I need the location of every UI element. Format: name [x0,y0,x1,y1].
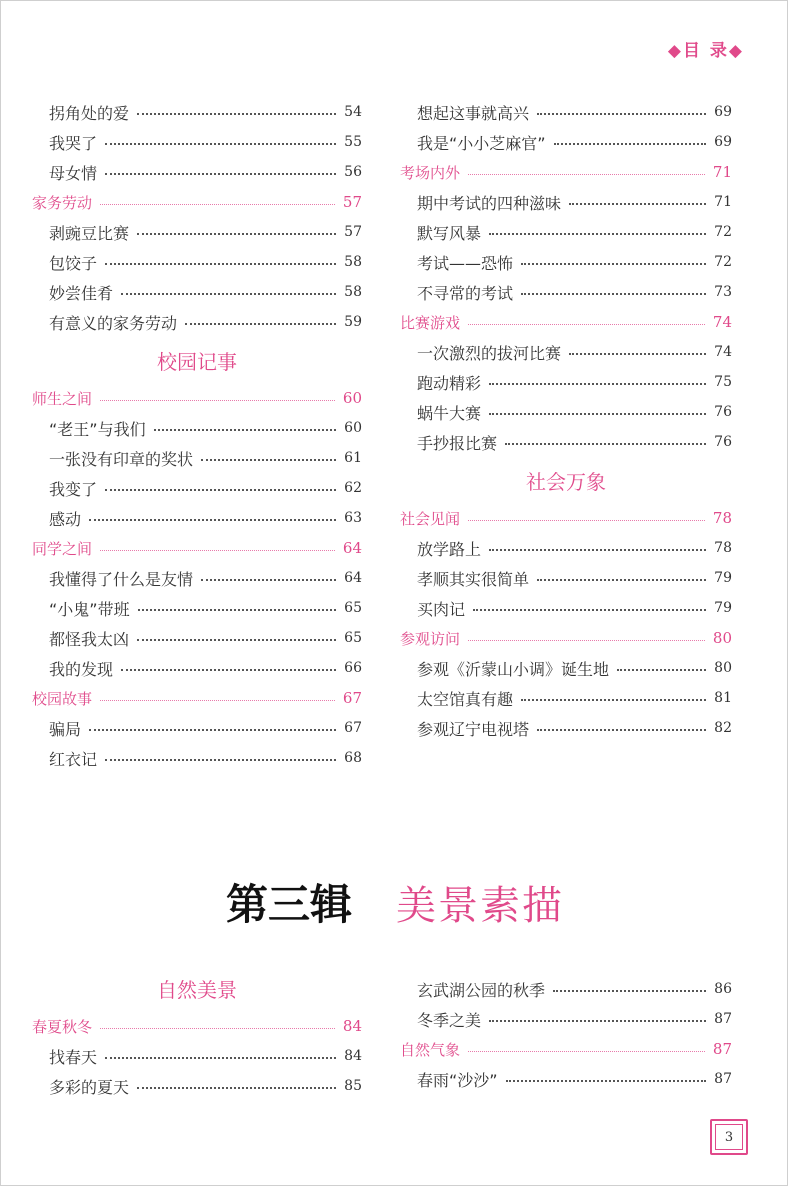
dot-leader [100,1028,335,1029]
entry-page: 68 [344,750,362,766]
toc-entry [32,593,362,623]
entry-title: 买肉记 [417,599,466,619]
entry-title: 比赛游戏 [400,313,461,332]
toc-list [32,965,362,1101]
entry-title: 红衣记 [49,749,98,769]
toc-subheading [400,157,732,187]
dot-leader [537,579,706,581]
entry-page: 78 [714,540,732,556]
entry-title: 感动 [49,509,82,529]
dot-leader [89,519,336,521]
toc-entry [32,413,362,443]
toc-entry [400,427,732,457]
dot-leader [138,609,336,611]
dot-leader [89,729,336,731]
entry-page: 63 [344,510,362,526]
entry-title: 春夏秋冬 [32,1017,93,1036]
dot-leader [489,233,706,235]
toc-subheading [32,1011,362,1041]
entry-title: 不寻常的考试 [417,283,514,303]
dot-leader [521,293,706,295]
entry-title: 我懂得了什么是友情 [49,569,194,589]
toc-entry [32,97,362,127]
dot-leader [105,489,336,491]
entry-page: 79 [714,570,732,586]
toc-subheading [32,533,362,563]
entry-title: 春雨“沙沙” [417,1070,498,1090]
entry-page: 76 [714,404,732,420]
entry-title: 我变了 [49,479,98,499]
toc-entry [32,1041,362,1071]
toc-entry [32,503,362,533]
entry-title: 多彩的夏天 [49,1077,130,1097]
entry-page: 76 [714,434,732,450]
toc-entry [400,367,732,397]
entry-page: 56 [344,164,362,180]
entry-page: 84 [342,1017,362,1035]
dot-leader [105,1057,336,1059]
dot-leader [617,669,706,671]
toc-entry [400,713,732,743]
toc-subheading [400,623,732,653]
entry-page: 81 [714,690,732,706]
entry-page: 87 [714,1071,732,1087]
toc-subheading [400,1034,732,1064]
entry-title: 考试——恐怖 [417,253,514,273]
entry-title: 我是“小小芝麻官” [417,133,546,153]
toc-left-top [32,97,362,773]
entry-page: 84 [344,1048,362,1064]
entry-page: 64 [344,570,362,586]
part-name: 美景素描 [396,883,564,929]
dot-leader [489,383,706,385]
dot-leader [489,413,706,415]
toc-entry [400,653,732,683]
dot-leader [105,263,336,265]
dot-leader [100,550,335,551]
toc-subheading [32,383,362,413]
entry-page: 62 [344,480,362,496]
toc-entry [32,307,362,337]
dot-leader [521,699,706,701]
part-title [0,872,790,932]
toc-entry [32,157,362,187]
entry-title: 孝顺其实很简单 [417,569,530,589]
entry-title: 参观访问 [400,629,461,648]
dot-leader [554,143,706,145]
entry-page: 60 [342,389,362,407]
entry-page: 79 [714,600,732,616]
dot-leader [105,759,336,761]
entry-page: 87 [712,1040,732,1058]
toc-entry [32,217,362,247]
entry-page: 82 [714,720,732,736]
entry-title: 社会见闻 [400,509,461,528]
entry-page: 71 [712,163,732,181]
entry-page: 85 [344,1078,362,1094]
entry-page: 69 [714,134,732,150]
toc-right-bottom [400,974,732,1094]
entry-title: 蜗牛大赛 [417,403,482,423]
entry-title: 骗局 [49,719,82,739]
entry-page: 66 [344,660,362,676]
entry-page: 55 [344,134,362,150]
entry-page: 57 [342,193,362,211]
toc-entry [400,563,732,593]
entry-page: 59 [344,314,362,330]
entry-page: 72 [714,224,732,240]
dot-leader [100,204,335,205]
dot-leader [137,233,336,235]
toc-left-bottom [32,965,362,1101]
toc-entry [400,683,732,713]
entry-page: 87 [714,1011,732,1027]
toc-entry [400,187,732,217]
dot-leader [201,579,336,581]
section-heading: 自然美景 [157,977,237,1002]
dot-leader [553,990,706,992]
entry-page: 75 [714,374,732,390]
entry-title: 默写风暴 [417,223,482,243]
entry-page: 72 [714,254,732,270]
entry-page: 78 [712,509,732,527]
dot-leader [201,459,336,461]
entry-title: 自然气象 [400,1040,461,1059]
entry-title: 参观辽宁电视塔 [417,719,530,739]
entry-page: 71 [714,194,732,210]
toc-entry [400,277,732,307]
dot-leader [137,113,336,115]
entry-title: 参观《沂蒙山小调》诞生地 [417,659,610,679]
toc-entry [32,713,362,743]
dot-leader [468,174,705,175]
toc-entry [400,337,732,367]
entry-page: 57 [344,224,362,240]
entry-title: 冬季之美 [417,1010,482,1030]
entry-title: 我的发现 [49,659,114,679]
entry-title: 考场内外 [400,163,461,182]
toc-entry [400,247,732,277]
entry-page: 58 [344,284,362,300]
entry-page: 80 [712,629,732,647]
section-heading: 社会万象 [526,469,606,494]
toc-entry [400,97,732,127]
dot-leader [100,400,335,401]
entry-title: 校园故事 [32,689,93,708]
page-number: 3 [715,1124,743,1150]
dot-leader [569,203,706,205]
entry-page: 58 [344,254,362,270]
entry-page: 80 [714,660,732,676]
entry-page: 65 [344,600,362,616]
dot-leader [121,669,336,671]
toc-entry [400,397,732,427]
dot-leader [105,143,336,145]
entry-page: 54 [344,104,362,120]
toc-right-top [400,97,732,743]
dot-leader [537,729,706,731]
entry-page: 74 [714,344,732,360]
entry-title: 想起这事就高兴 [417,103,530,123]
entry-title: 包饺子 [49,253,98,273]
entry-title: 同学之间 [32,539,93,558]
entry-title: 家务劳动 [32,193,93,212]
entry-page: 67 [344,720,362,736]
toc-list [32,97,362,773]
entry-title: 期中考试的四种滋味 [417,193,562,213]
entry-title: 跑动精彩 [417,373,482,393]
entry-title: 一次激烈的拔河比赛 [417,343,562,363]
toc-entry [32,563,362,593]
dot-leader [569,353,706,355]
entry-page: 67 [342,689,362,707]
toc-entry [400,974,732,1004]
dot-leader [137,639,336,641]
toc-entry [400,217,732,247]
entry-title: 妙尝佳肴 [49,283,114,303]
part-number: 第三辑 [225,880,352,929]
entry-title: 师生之间 [32,389,93,408]
entry-title: 拐角处的爱 [49,103,130,123]
entry-title: 找春天 [49,1047,98,1067]
toc-subheading [32,187,362,217]
entry-page: 86 [714,981,732,997]
toc-entry [400,593,732,623]
dot-leader [468,640,705,641]
entry-title: 我哭了 [49,133,98,153]
entry-page: 65 [344,630,362,646]
dot-leader [489,1020,706,1022]
dot-leader [489,549,706,551]
toc-entry [32,623,362,653]
dot-leader [100,700,335,701]
dot-leader [521,263,706,265]
dot-leader [506,1080,706,1082]
dot-leader [505,443,706,445]
toc-entry [32,1071,362,1101]
dot-leader [537,113,706,115]
toc-entry [400,1004,732,1034]
entry-title: 一张没有印章的奖状 [49,449,194,469]
entry-title: 剥豌豆比赛 [49,223,130,243]
section-heading: 校园记事 [157,349,237,374]
entry-page: 60 [344,420,362,436]
dot-leader [468,324,705,325]
dot-leader [468,520,705,521]
entry-page: 69 [714,104,732,120]
toc-entry [32,127,362,157]
toc-entry [400,127,732,157]
toc-list [400,974,732,1094]
toc-subheading [32,683,362,713]
toc-entry [32,443,362,473]
toc-entry [32,653,362,683]
dot-leader [121,293,336,295]
page-header: ◆目 录◆ [667,41,744,61]
entry-page: 74 [712,313,732,331]
toc-entry [32,743,362,773]
entry-page: 61 [344,450,362,466]
dot-leader [154,429,336,431]
toc-entry [400,533,732,563]
toc-entry [400,1064,732,1094]
entry-title: 手抄报比赛 [417,433,498,453]
entry-title: “老王”与我们 [49,419,146,439]
dot-leader [468,1051,705,1052]
toc-entry [32,277,362,307]
entry-page: 73 [714,284,732,300]
page-number-box [710,1119,748,1155]
toc-subheading [400,307,732,337]
toc-entry [32,247,362,277]
dot-leader [185,323,336,325]
toc-entry [32,473,362,503]
entry-title: 都怪我太凶 [49,629,130,649]
dot-leader [473,609,706,611]
entry-title: 母女情 [49,163,98,183]
entry-title: 太空馆真有趣 [417,689,514,709]
dot-leader [105,173,336,175]
entry-page: 64 [342,539,362,557]
entry-title: 有意义的家务劳动 [49,313,178,333]
dot-leader [137,1087,336,1089]
toc-subheading [400,503,732,533]
entry-title: “小鬼”带班 [49,599,130,619]
toc-list [400,97,732,743]
entry-title: 放学路上 [417,539,482,559]
entry-title: 玄武湖公园的秋季 [417,980,546,1000]
